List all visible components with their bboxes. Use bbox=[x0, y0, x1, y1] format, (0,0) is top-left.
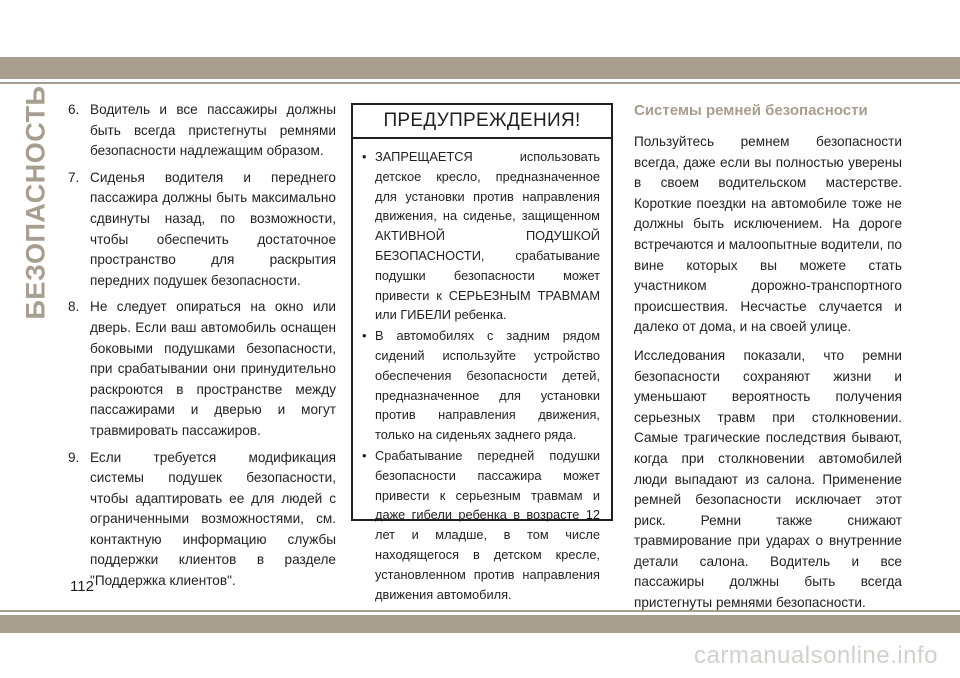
list-item-number: 6. bbox=[68, 102, 80, 117]
warning-title: ПРЕДУПРЕЖДЕНИЯ! bbox=[353, 105, 611, 139]
right-column bbox=[634, 100, 902, 622]
warning-bullet bbox=[362, 326, 600, 445]
list-item bbox=[68, 168, 336, 292]
paragraph: Исследования показали, что ремни безопасности сохраняют жизни и уменьшают вероятность получения серьезных травм при столкновении. Самые трагические последствия бывают, когда при столкновении автомобилей люди выпадают из салона. Применение ремней безопасности исключает этот риск. Ремни также снижают травмирование при ударах о внутренние детали салона. Водитель и все пассажиры должны быть всегда пристегнуты ремнями безопасности. bbox=[634, 347, 902, 611]
list-item-number: 9. bbox=[68, 449, 80, 465]
list-item-text: Не следует опираться на окно или дверь. Если ваш автомобиль оснащен боковыми подушками безопасности, при срабатывании они принудительно раскроются в пространстве между пассажирами и дверью и могут травмировать пассажиров. bbox=[90, 299, 336, 438]
list-item-number: 7. bbox=[68, 169, 80, 185]
list-item bbox=[68, 297, 336, 441]
list-item bbox=[68, 100, 336, 162]
warning-bullet bbox=[362, 147, 600, 325]
list-item-text: Водитель и все пассажиры должны быть всегда пристегнуты ремнями безопасности надлежащим образом. bbox=[90, 102, 336, 159]
footer-rule-thin bbox=[0, 610, 960, 612]
warning-box bbox=[351, 103, 613, 602]
header-rule bbox=[0, 57, 960, 79]
warning-bullet-text: В автомобилях с задним рядом сидений используйте устройство обеспечения безопасности детей, предназначенное для установки против направления движения, только на сиденьях заднего ряда. bbox=[375, 328, 600, 443]
list-item-text: Сиденья водителя и переднего пассажира должны быть максимально сдвинуты назад, по возможности, чтобы обеспечить достаточное пространство для раскрытия передних подушек безопасности. bbox=[90, 169, 336, 288]
section-side-tab-label: БЕЗОПАСНОСТЬ bbox=[20, 85, 51, 319]
bullet-dot-icon: • bbox=[362, 149, 367, 164]
paragraph: Пользуйтесь ремнем безопасности всегда, даже если вы полностью уверены в своем водительском мастерстве. Короткие поездки на автомобиле тоже не должны быть исключением. На дороге встречаются и малоопытные водители, по вине которых вы можете стать участником дорожно-транспортного происшествия. Несчастье случается и далеко от дома, и на своей улице. bbox=[634, 134, 902, 335]
left-column bbox=[68, 100, 336, 598]
list-item-number: 8. bbox=[68, 299, 80, 315]
bullet-dot-icon: • bbox=[362, 328, 367, 344]
header-rule-thin bbox=[0, 82, 960, 84]
warning-body bbox=[353, 139, 611, 604]
list-item-text: Если требуется модификация системы подушек безопасности, чтобы адаптировать ее для людей с ограниченными возможностями, см. контактную информацию службы поддержки клиентов в разделе "Поддержка клиентов". bbox=[90, 449, 336, 589]
warning-bullet-text: Срабатывание передней подушки безопасности пассажира может привести к серьезным травмам и даже гибели ребенка в возрасте 12 лет и младше, в том числе находящегося в детском кресле, установленном против направления движения автомобиля. bbox=[375, 447, 600, 602]
watermark: carmanualsonline.info bbox=[694, 642, 938, 669]
section-heading: Системы ремней безопасности bbox=[634, 102, 868, 119]
page-top-margin bbox=[0, 0, 960, 57]
list-item bbox=[68, 448, 336, 592]
warning-bullet-text: ЗАПРЕЩАЕТСЯ использовать детское кресло, предназначенное для установки против направления движения, на сиденье, защищенном АКТИВНОЙ ПОДУШКОЙ БЕЗОПАСНОСТИ, срабатывание подушки безопасности может привести к СЕРЬЕЗНЫМ ТРАВМАМ или ГИБЕЛИ ребенка. bbox=[375, 149, 600, 323]
footer-rule bbox=[0, 615, 960, 633]
page-number: 112 bbox=[70, 578, 94, 595]
bullet-dot-icon: • bbox=[362, 447, 367, 463]
warning-bullet bbox=[362, 446, 600, 604]
section-side-tab bbox=[16, 85, 56, 319]
